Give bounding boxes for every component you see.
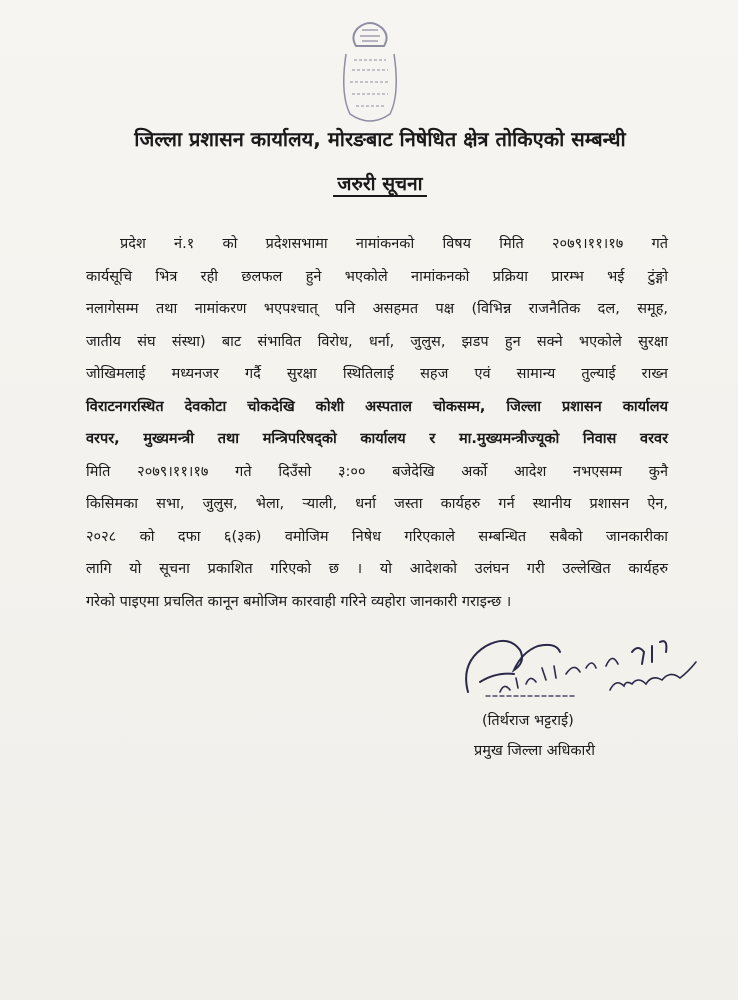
body-line: जोखिमलाई मध्यनजर गर्दै सुरक्षा स्थितिलाई सहज एवं सामान्य तुल्याई राख्न <box>86 366 668 382</box>
notice-body <box>86 228 668 618</box>
handwritten-signature <box>456 622 726 712</box>
official-seal-stamp <box>320 14 420 132</box>
body-line: प्रदेश नं.१ को प्रदेशसभामा नामांकनको विषय मिति २०७९।११।१७ गते <box>120 236 668 252</box>
body-line: लागि यो सूचना प्रकाशित गरिएको छ । यो आदेशको उलंघन गरी उल्लेखित कार्यहरु <box>86 561 668 577</box>
body-line: विराटनगरस्थित देवकोटा चोकदेखि कोशी अस्पताल चोकसम्म, जिल्ला प्रशासन कार्यालय <box>86 398 668 415</box>
notice-title: जिल्ला प्रशासन कार्यालय, मोरङबाट निषेधित क्षेत्र तोकिएको सम्बन्धी <box>134 127 626 151</box>
signer-name: (तिर्थराज भट्टराई) <box>482 713 574 729</box>
signer-designation: प्रमुख जिल्ला अधिकारी <box>474 743 595 759</box>
notice-subtitle-text: जरुरी सूचना <box>333 173 426 197</box>
body-line: वरपर, मुख्यमन्त्री तथा मन्त्रिपरिषद्को कार्यालय र मा.मुख्यमन्त्रीज्यूको निवास वरवर <box>86 431 668 447</box>
body-line: २०२८ को दफा ६(३क) वमोजिम निषेध गरिएकाले सम्बन्धित सबैको जानकारीका <box>86 528 668 545</box>
body-line: कार्यसूचि भित्र रही छलफल हुने भएकोले नामांकनको प्रक्रिया प्रारम्भ भई टुंङ्गो <box>86 268 668 285</box>
body-line: गरेको पाइएमा प्रचलित कानून बमोजिम कारवाही गरिने व्यहोरा जानकारी गराइन्छ । <box>86 593 512 610</box>
body-line: जातीय संघ संस्था) बाट संभावित विरोध, धर्ना, जुलुस, झडप हुन सक्ने भएकोले सुरक्षा <box>86 333 668 350</box>
body-line: किसिमका सभा, जुलुस, भेला, र्‍याली, धर्ना जस्ता कार्यहरु गर्न स्थानीय प्रशासन ऐन, <box>86 496 668 512</box>
body-line: मिति २०७९।११।१७ गते दिउँसो ३:०० बजेदेखि अर्को आदेश नभएसम्म कुनै <box>86 463 668 480</box>
notice-subtitle <box>60 170 700 198</box>
body-line: नलागेसम्म तथा नामांकरण भएपश्चात् पनि असहमत पक्ष (विभिन्न राजनैतिक दल, समूह, <box>86 301 668 317</box>
